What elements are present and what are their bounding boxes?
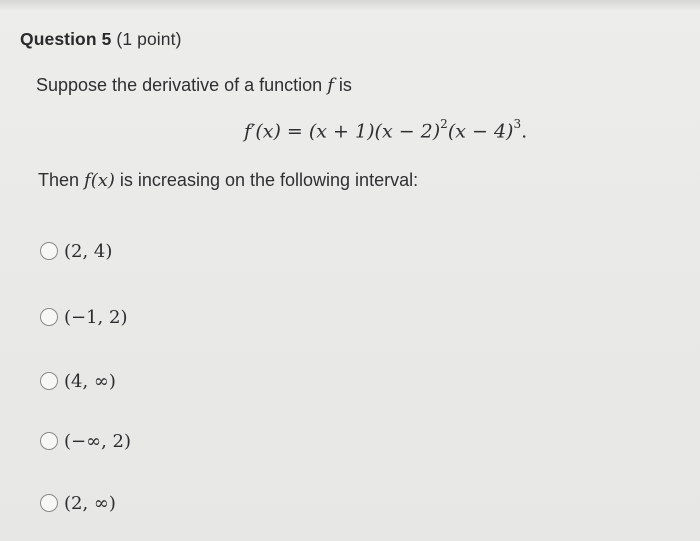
option-label: (−1, 2) xyxy=(64,306,128,328)
question-instruction xyxy=(38,170,418,191)
question-points: (1 point) xyxy=(116,29,182,49)
radio-button[interactable] xyxy=(40,432,58,450)
prompt-suffix: is xyxy=(338,75,352,95)
radio-button[interactable] xyxy=(40,242,58,260)
option-label: (2, 4) xyxy=(64,240,113,262)
top-divider xyxy=(0,0,700,10)
radio-button[interactable] xyxy=(40,494,58,512)
prompt-text: Suppose the derivative of a function xyxy=(36,75,323,95)
option-1[interactable] xyxy=(40,238,112,264)
formula-exponent-3: 3 xyxy=(513,117,522,131)
instruction-suffix: is increasing on the following interval: xyxy=(119,170,419,190)
radio-button[interactable] xyxy=(40,372,58,390)
question-prompt xyxy=(36,75,352,96)
option-label: (−∞, 2) xyxy=(64,430,132,452)
derivative-formula xyxy=(244,119,527,142)
option-2[interactable] xyxy=(40,304,127,330)
option-label: (2, ∞) xyxy=(64,492,116,514)
question-header xyxy=(20,29,182,50)
formula-term-2: (x − 2) xyxy=(374,120,441,143)
formula-end: . xyxy=(521,120,528,143)
option-label: (4, ∞) xyxy=(64,370,116,392)
formula-term-1: (x + 1) xyxy=(308,120,375,143)
formula-term-3: (x − 4) xyxy=(447,120,514,143)
radio-button[interactable] xyxy=(40,308,58,326)
instruction-function: f(x) xyxy=(84,170,115,191)
option-3[interactable] xyxy=(40,368,116,394)
option-5[interactable] xyxy=(40,490,116,516)
instruction-prefix: Then xyxy=(38,170,80,190)
prompt-variable: f xyxy=(327,75,334,96)
option-4[interactable] xyxy=(40,428,131,454)
question-number: Question 5 xyxy=(20,29,112,49)
formula-exponent-2: 2 xyxy=(440,117,448,131)
formula-lhs: f′(x) = xyxy=(244,120,309,143)
